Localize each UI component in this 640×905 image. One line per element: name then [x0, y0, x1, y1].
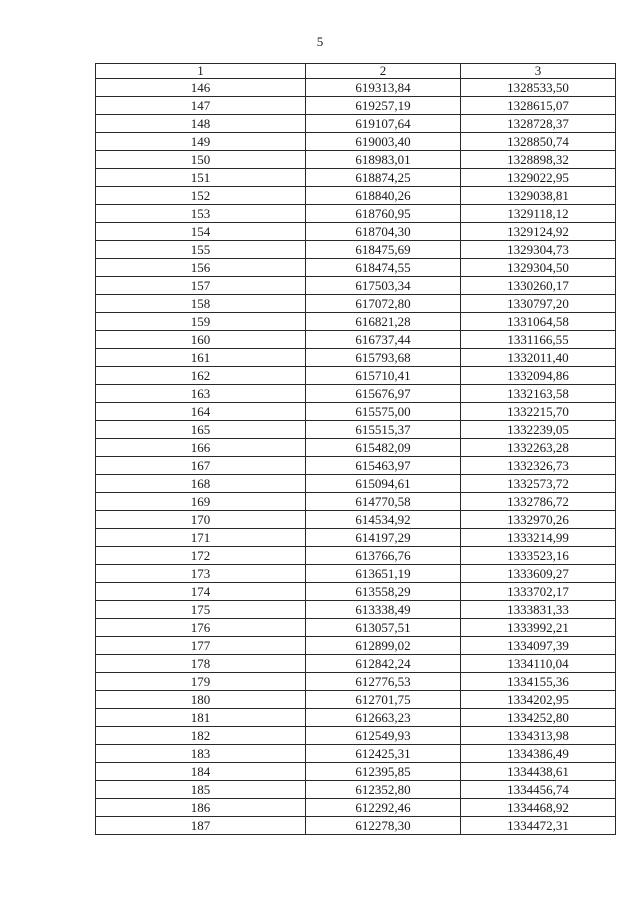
cell-point-number: 146	[96, 79, 306, 97]
cell-x-coordinate: 615793,68	[306, 349, 461, 367]
cell-x-coordinate: 616821,28	[306, 313, 461, 331]
table-row	[96, 547, 616, 565]
cell-point-number: 147	[96, 97, 306, 115]
cell-y-coordinate: 1328615,07	[461, 97, 616, 115]
table-row	[96, 457, 616, 475]
cell-point-number: 179	[96, 673, 306, 691]
cell-point-number: 176	[96, 619, 306, 637]
cell-y-coordinate: 1329304,73	[461, 241, 616, 259]
cell-x-coordinate: 612549,93	[306, 727, 461, 745]
cell-point-number: 171	[96, 529, 306, 547]
cell-x-coordinate: 618874,25	[306, 169, 461, 187]
cell-x-coordinate: 618475,69	[306, 241, 461, 259]
table-row	[96, 259, 616, 277]
cell-point-number: 154	[96, 223, 306, 241]
cell-point-number: 173	[96, 565, 306, 583]
cell-y-coordinate: 1332970,26	[461, 511, 616, 529]
cell-x-coordinate: 619257,19	[306, 97, 461, 115]
cell-y-coordinate: 1333702,17	[461, 583, 616, 601]
cell-x-coordinate: 614197,29	[306, 529, 461, 547]
table-body	[96, 79, 616, 835]
cell-x-coordinate: 612352,80	[306, 781, 461, 799]
cell-y-coordinate: 1330797,20	[461, 295, 616, 313]
cell-y-coordinate: 1329038,81	[461, 187, 616, 205]
table-row	[96, 493, 616, 511]
table-row	[96, 565, 616, 583]
cell-y-coordinate: 1333523,16	[461, 547, 616, 565]
cell-y-coordinate: 1328533,50	[461, 79, 616, 97]
cell-point-number: 162	[96, 367, 306, 385]
cell-point-number: 159	[96, 313, 306, 331]
cell-x-coordinate: 614534,92	[306, 511, 461, 529]
cell-point-number: 187	[96, 817, 306, 835]
cell-x-coordinate: 618840,26	[306, 187, 461, 205]
cell-y-coordinate: 1334456,74	[461, 781, 616, 799]
cell-point-number: 178	[96, 655, 306, 673]
cell-point-number: 164	[96, 403, 306, 421]
cell-y-coordinate: 1334438,61	[461, 763, 616, 781]
cell-point-number: 149	[96, 133, 306, 151]
table-row	[96, 295, 616, 313]
cell-y-coordinate: 1333831,33	[461, 601, 616, 619]
cell-y-coordinate: 1328850,74	[461, 133, 616, 151]
table-row	[96, 511, 616, 529]
cell-y-coordinate: 1334155,36	[461, 673, 616, 691]
cell-y-coordinate: 1332263,28	[461, 439, 616, 457]
cell-y-coordinate: 1334313,98	[461, 727, 616, 745]
header-row	[96, 64, 616, 79]
table-row	[96, 169, 616, 187]
table-row	[96, 187, 616, 205]
table-row	[96, 241, 616, 259]
cell-point-number: 148	[96, 115, 306, 133]
cell-y-coordinate: 1332011,40	[461, 349, 616, 367]
table-row	[96, 529, 616, 547]
cell-point-number: 168	[96, 475, 306, 493]
cell-x-coordinate: 617503,34	[306, 277, 461, 295]
cell-y-coordinate: 1332094,86	[461, 367, 616, 385]
page-number: 5	[316, 34, 324, 49]
cell-y-coordinate: 1334110,04	[461, 655, 616, 673]
cell-point-number: 183	[96, 745, 306, 763]
cell-x-coordinate: 617072,80	[306, 295, 461, 313]
cell-x-coordinate: 613651,19	[306, 565, 461, 583]
cell-point-number: 170	[96, 511, 306, 529]
cell-y-coordinate: 1329022,95	[461, 169, 616, 187]
table-row	[96, 673, 616, 691]
table-row	[96, 619, 616, 637]
cell-point-number: 186	[96, 799, 306, 817]
cell-point-number: 177	[96, 637, 306, 655]
cell-y-coordinate: 1333992,21	[461, 619, 616, 637]
cell-point-number: 172	[96, 547, 306, 565]
cell-x-coordinate: 613057,51	[306, 619, 461, 637]
cell-point-number: 167	[96, 457, 306, 475]
table-row	[96, 115, 616, 133]
table-header	[96, 64, 616, 79]
column-header-point: 1	[96, 64, 306, 79]
cell-y-coordinate: 1334386,49	[461, 745, 616, 763]
table-row	[96, 763, 616, 781]
cell-x-coordinate: 618760,95	[306, 205, 461, 223]
cell-x-coordinate: 615463,97	[306, 457, 461, 475]
cell-point-number: 166	[96, 439, 306, 457]
cell-x-coordinate: 615575,00	[306, 403, 461, 421]
table-row	[96, 781, 616, 799]
cell-x-coordinate: 612395,85	[306, 763, 461, 781]
cell-y-coordinate: 1332326,73	[461, 457, 616, 475]
table-row	[96, 97, 616, 115]
table-row	[96, 709, 616, 727]
cell-point-number: 180	[96, 691, 306, 709]
table-row	[96, 799, 616, 817]
cell-y-coordinate: 1334202,95	[461, 691, 616, 709]
cell-y-coordinate: 1328728,37	[461, 115, 616, 133]
table-row	[96, 223, 616, 241]
cell-y-coordinate: 1331064,58	[461, 313, 616, 331]
cell-point-number: 185	[96, 781, 306, 799]
cell-point-number: 181	[96, 709, 306, 727]
cell-y-coordinate: 1332239,05	[461, 421, 616, 439]
cell-point-number: 161	[96, 349, 306, 367]
cell-y-coordinate: 1334472,31	[461, 817, 616, 835]
cell-y-coordinate: 1332786,72	[461, 493, 616, 511]
cell-x-coordinate: 615710,41	[306, 367, 461, 385]
cell-point-number: 151	[96, 169, 306, 187]
cell-y-coordinate: 1332215,70	[461, 403, 616, 421]
table-row	[96, 727, 616, 745]
cell-point-number: 163	[96, 385, 306, 403]
cell-point-number: 169	[96, 493, 306, 511]
cell-point-number: 157	[96, 277, 306, 295]
cell-x-coordinate: 618474,55	[306, 259, 461, 277]
cell-x-coordinate: 612278,30	[306, 817, 461, 835]
cell-y-coordinate: 1333214,99	[461, 529, 616, 547]
table-row	[96, 475, 616, 493]
cell-y-coordinate: 1330260,17	[461, 277, 616, 295]
cell-y-coordinate: 1332163,58	[461, 385, 616, 403]
cell-x-coordinate: 612292,46	[306, 799, 461, 817]
cell-point-number: 152	[96, 187, 306, 205]
table-row	[96, 331, 616, 349]
table-row	[96, 817, 616, 835]
cell-x-coordinate: 619313,84	[306, 79, 461, 97]
table-row	[96, 385, 616, 403]
cell-x-coordinate: 619003,40	[306, 133, 461, 151]
cell-point-number: 175	[96, 601, 306, 619]
cell-y-coordinate: 1332573,72	[461, 475, 616, 493]
table-row	[96, 403, 616, 421]
table-row	[96, 277, 616, 295]
cell-x-coordinate: 619107,64	[306, 115, 461, 133]
cell-y-coordinate: 1334468,92	[461, 799, 616, 817]
column-header-y: 3	[461, 64, 616, 79]
cell-x-coordinate: 615094,61	[306, 475, 461, 493]
column-header-x: 2	[306, 64, 461, 79]
cell-x-coordinate: 614770,58	[306, 493, 461, 511]
cell-x-coordinate: 612425,31	[306, 745, 461, 763]
table-row	[96, 151, 616, 169]
cell-point-number: 182	[96, 727, 306, 745]
cell-y-coordinate: 1334252,80	[461, 709, 616, 727]
cell-point-number: 165	[96, 421, 306, 439]
table-row	[96, 439, 616, 457]
cell-x-coordinate: 616737,44	[306, 331, 461, 349]
coordinates-table	[95, 63, 616, 835]
table-row	[96, 205, 616, 223]
cell-x-coordinate: 618704,30	[306, 223, 461, 241]
cell-point-number: 158	[96, 295, 306, 313]
table-row	[96, 583, 616, 601]
cell-x-coordinate: 612776,53	[306, 673, 461, 691]
cell-point-number: 174	[96, 583, 306, 601]
cell-x-coordinate: 612899,02	[306, 637, 461, 655]
cell-x-coordinate: 613558,29	[306, 583, 461, 601]
cell-x-coordinate: 615482,09	[306, 439, 461, 457]
table-row	[96, 691, 616, 709]
cell-point-number: 153	[96, 205, 306, 223]
cell-point-number: 155	[96, 241, 306, 259]
cell-x-coordinate: 612663,23	[306, 709, 461, 727]
cell-y-coordinate: 1334097,39	[461, 637, 616, 655]
cell-x-coordinate: 613766,76	[306, 547, 461, 565]
cell-point-number: 160	[96, 331, 306, 349]
cell-y-coordinate: 1329118,12	[461, 205, 616, 223]
cell-x-coordinate: 613338,49	[306, 601, 461, 619]
cell-y-coordinate: 1331166,55	[461, 331, 616, 349]
cell-y-coordinate: 1328898,32	[461, 151, 616, 169]
table-row	[96, 313, 616, 331]
table-row	[96, 637, 616, 655]
cell-point-number: 184	[96, 763, 306, 781]
cell-point-number: 156	[96, 259, 306, 277]
cell-x-coordinate: 612701,75	[306, 691, 461, 709]
cell-point-number: 150	[96, 151, 306, 169]
table-row	[96, 367, 616, 385]
cell-y-coordinate: 1329124,92	[461, 223, 616, 241]
cell-x-coordinate: 612842,24	[306, 655, 461, 673]
table-row	[96, 745, 616, 763]
table-row	[96, 601, 616, 619]
cell-x-coordinate: 618983,01	[306, 151, 461, 169]
cell-y-coordinate: 1329304,50	[461, 259, 616, 277]
table-row	[96, 655, 616, 673]
cell-x-coordinate: 615515,37	[306, 421, 461, 439]
cell-x-coordinate: 615676,97	[306, 385, 461, 403]
table-row	[96, 421, 616, 439]
table-row	[96, 349, 616, 367]
cell-y-coordinate: 1333609,27	[461, 565, 616, 583]
table-row	[96, 133, 616, 151]
table-row	[96, 79, 616, 97]
